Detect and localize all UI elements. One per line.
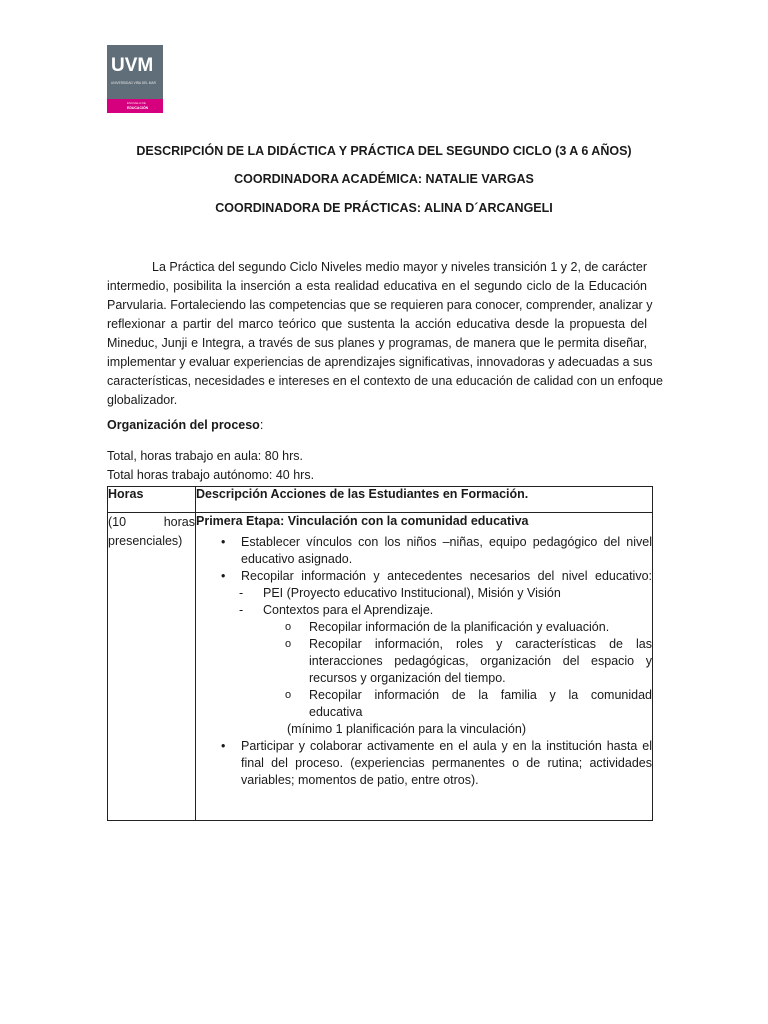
table-header-row (108, 487, 653, 513)
hours-classroom: Total, horas trabajo en aula: 80 hrs. (107, 449, 303, 463)
sub-item: - Contextos para el Aprendizaje. (239, 603, 434, 617)
circle-bullet-icon: o (285, 689, 292, 701)
bullet-icon: • (221, 535, 226, 549)
intro-line: intermedio, posibilita la inserción a esta realidad educativa en el segundo ciclo de la Educación (107, 279, 647, 293)
table-row (108, 513, 653, 821)
nested-item-continued: interacciones pedagógicas, organización del espacio y (309, 654, 652, 668)
hours-part: (10 (108, 515, 127, 529)
process-section-label: Organización del proceso (107, 418, 260, 432)
dash-icon: - (239, 603, 244, 617)
intro-line: características, necesidades e intereses en el contexto de una educación de calidad con un enfoque (107, 374, 663, 388)
intro-line: globalizador. (107, 393, 178, 407)
nested-item: o Recopilar información, roles y características de las (285, 637, 652, 651)
intro-line: reflexionar a partir del marco teórico que sustenta la acción educativa desde la propuesta del (107, 317, 647, 331)
intro-line: Mineduc, Junji e Integra, a través de sus planes y programas, de manera que le permita diseñar, (107, 336, 647, 350)
sub-item: - PEI (Proyecto educativo Institucional), Misión y Visión (239, 586, 561, 600)
logo-mark: UVM (111, 55, 154, 76)
list-item-continued: educativo asignado. (241, 552, 353, 566)
intro-line: implementar y evaluar experiencias de aprendizajes significativas, innovadoras y adecuadas a sus (107, 355, 653, 369)
circle-bullet-icon: o (285, 621, 292, 633)
academic-coordinator: COORDINADORA ACADÉMICA: NATALIE VARGAS (234, 172, 534, 186)
dash-icon: - (239, 586, 244, 600)
intro-line: La Práctica del segundo Ciclo Niveles medio mayor y niveles transición 1 y 2, de carácter (152, 260, 647, 274)
header-hours: Horas (108, 487, 196, 513)
logo-band-line2: EDUCACIÓN (127, 106, 149, 110)
practice-coordinator: COORDINADORA DE PRÁCTICAS: ALINA D´ARCANGELI (215, 201, 553, 215)
document-title: DESCRIPCIÓN DE LA DIDÁCTICA Y PRÁCTICA DEL SEGUNDO CICLO (3 A 6 AÑOS) (136, 144, 632, 158)
nested-item: o Recopilar información de la planificación y evaluación. (285, 620, 610, 634)
process-section-colon: : (259, 418, 264, 432)
process-table (107, 486, 653, 821)
bullet-icon: • (221, 569, 226, 583)
nested-item: o Recopilar información de la familia y la comunidad (285, 688, 652, 702)
hours-cell (108, 513, 196, 821)
uvm-logo (107, 45, 163, 113)
list-item-continued: final del proceso. (experiencias permanentes o de rutina; actividades (241, 756, 652, 770)
intro-line: Parvularia. Fortaleciendo las competencias que se requieren para conocer, comprender, analizar y (107, 298, 653, 312)
process-section-title (107, 418, 263, 432)
hours-autonomous: Total horas trabajo autónomo: 40 hrs. (107, 468, 315, 482)
nested-item-continued: recursos y organización del tiempo. (309, 671, 506, 685)
list-item: • Establecer vínculos con los niños –niñas, equipo pedagógico del nivel (221, 535, 652, 549)
circle-bullet-icon: o (285, 638, 292, 650)
header-description: Descripción Acciones de las Estudiantes en Formación. (196, 487, 653, 513)
intro-paragraph (107, 258, 663, 410)
list-item: • Participar y colaborar activamente en el aula y en la institución hasta el (221, 739, 652, 753)
list-item: • Recopilar información y antecedentes necesarios del nivel educativo: (221, 569, 652, 583)
hours-part: horas (163, 515, 195, 529)
logo-band-line1: ESCUELA DE (127, 101, 146, 105)
stage-title: Primera Etapa: Vinculación con la comunidad educativa (196, 514, 529, 528)
bullet-icon: • (221, 739, 226, 753)
description-cell (196, 513, 653, 821)
nested-item-continued: educativa (309, 705, 363, 719)
logo-band (107, 99, 163, 113)
logo-subtitle: UNIVERSIDAD VIÑA DEL MAR (111, 81, 156, 85)
hours-part: presenciales) (108, 534, 183, 548)
vinculation-note: (mínimo 1 planificación para la vinculación) (287, 722, 527, 736)
list-item-continued: variables; momentos de patio, entre otros). (241, 773, 479, 787)
